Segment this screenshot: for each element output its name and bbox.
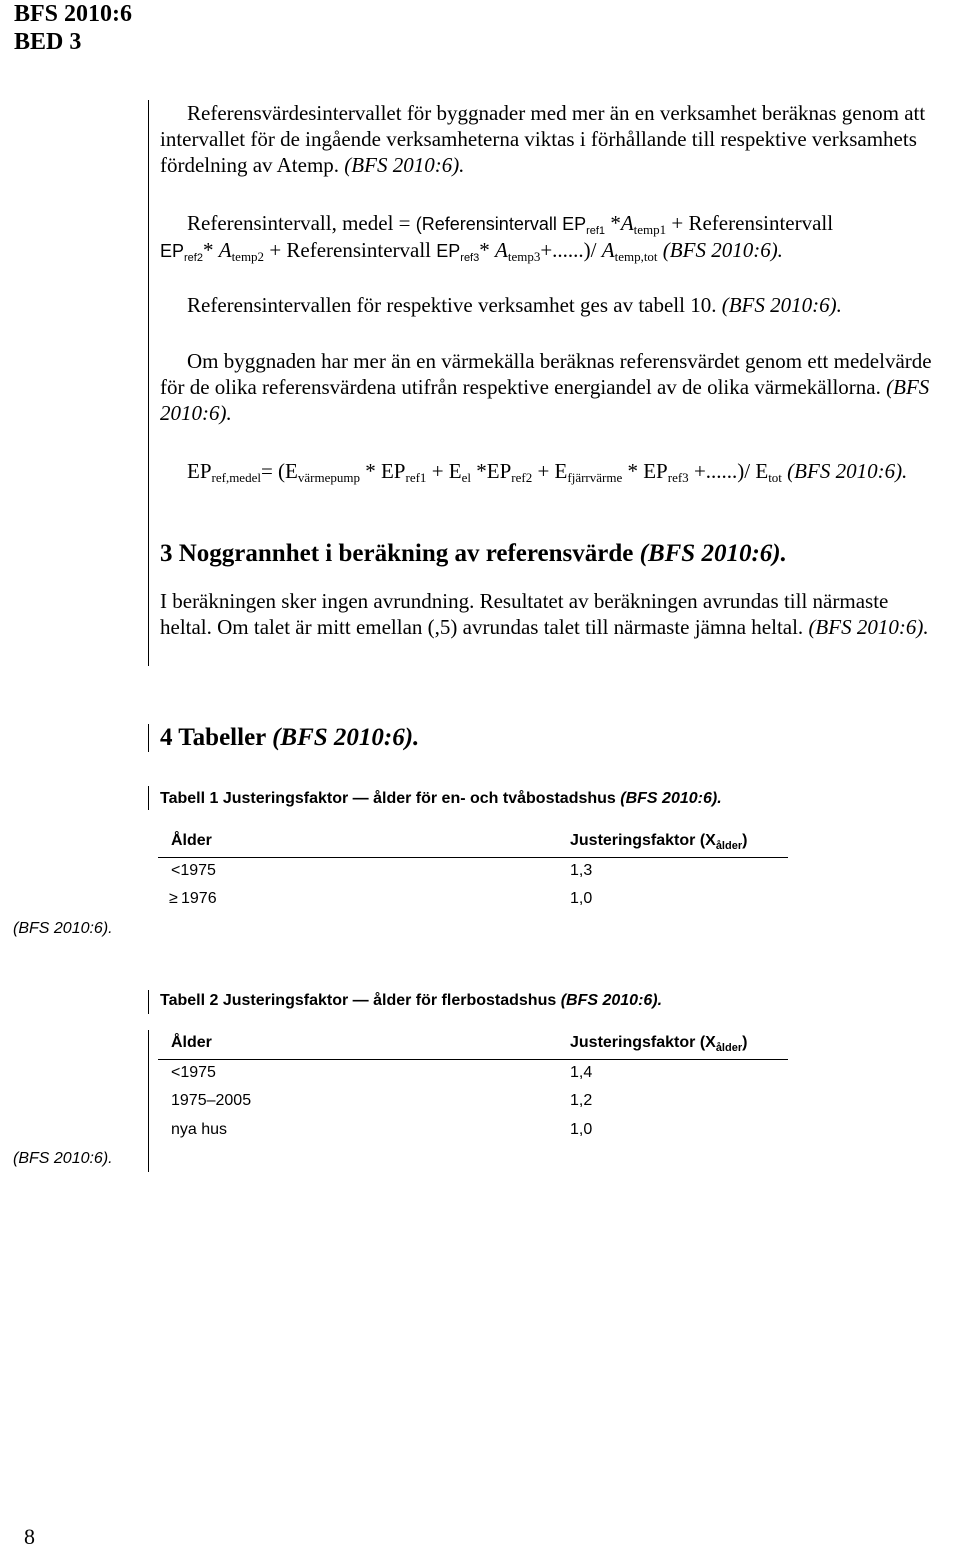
table2 [158,1030,788,1145]
reference: (BFS 2010:6). [620,790,722,807]
header-factor [570,1034,747,1052]
cell-age: <1975 [171,1063,216,1081]
formula-part: Referensintervall [286,238,432,262]
running-header-appendix: BED 3 [14,29,82,55]
formula-part: + E [532,459,568,483]
formula-part: + [264,238,287,262]
cell-value: 1,3 [570,861,593,879]
formula-subscript: el [461,470,471,485]
formula-part: * [202,238,214,262]
paragraph-heat-sources [160,348,940,426]
header-factor-subscript: ålder [715,1042,743,1054]
table2-caption [160,990,662,1012]
formula-part: A [495,238,508,262]
paragraph-text: I beräkningen sker ingen avrundning. Resultatet av beräkningen avrundas till närmaste heltal. Om talet är mitt emellan (,5) avrundas talet till närmaste jämna heltal. [160,589,889,639]
reference: (BFS 2010:6). [639,540,787,567]
table1 [158,828,788,915]
greater-equal-sign: ≥ [169,890,178,907]
reference: (BFS 2010:6). [560,992,663,1009]
header-factor-text: Justeringsfaktor (X [570,1034,716,1051]
table1-source: (BFS 2010:6). [13,920,113,937]
cell-age: 1975–2005 [171,1092,252,1109]
cell-age: nya hus [171,1120,228,1138]
change-bar [148,786,149,810]
formula-subscript: fjärrvärme [567,470,623,485]
reference: (BFS 2010:6). [160,375,930,425]
header-factor-close: ) [742,832,748,849]
header-age: Ålder [171,1034,212,1051]
formula-part: ( [415,214,422,234]
formula-subscript: ref1 [405,470,427,485]
formula-part: * [610,211,621,235]
formula-part: + [666,211,689,235]
page-number: 8 [24,1524,35,1549]
header-age: Ålder [171,832,212,849]
table-row [158,1088,788,1117]
reference: (BFS 2010:6). [662,238,783,262]
table1-caption [160,788,722,810]
formula-subscript: temp2 [231,249,265,264]
heading-text: 3 Noggrannhet i beräkning av referensvärde [160,540,634,567]
formula-part: + E [426,459,462,483]
formula-ep-medel [160,458,940,484]
formula-part: A [620,211,634,235]
change-bar [148,100,149,666]
cell-age-year: 1976 [181,890,217,907]
paragraph-table-reference [160,292,940,318]
formula-part: EP [562,214,587,234]
paragraph-rounding [160,588,940,640]
cell-value: 1,0 [570,890,593,907]
formula-subscript: ref3 [460,252,480,264]
formula-part: = (E [260,459,298,483]
table-header-row [158,1030,788,1060]
formula-label: Referensintervall, medel = [187,211,416,235]
change-bar [148,724,149,752]
section-heading-4 [160,722,419,754]
formula-part: * EP [359,459,406,483]
table2-source: (BFS 2010:6). [13,1150,113,1167]
header-factor-text: Justeringsfaktor (X [570,832,716,849]
running-header-code: BFS 2010:6 [14,1,133,27]
caption-text: Tabell 1 Justeringsfaktor — ålder för en- och tvåbostadshus [160,790,616,807]
table-row [158,858,788,887]
formula-subscript: ref2 [511,470,533,485]
reference: (BFS 2010:6). [787,459,908,483]
formula-subscript: ref,medel [211,470,261,485]
formula-part: * [479,238,490,262]
reference: (BFS 2010:6). [808,615,929,639]
reference: (BFS 2010:6). [721,293,842,317]
table-row [158,886,788,915]
reference: (BFS 2010:6). [272,724,420,751]
table-header-row [158,828,788,858]
table-row [158,1117,788,1146]
heading-text: 4 Tabeller [160,724,266,751]
cell-value: 1,0 [570,1120,593,1138]
formula-subscript: temp1 [633,222,667,237]
formula-part: +......)/ [540,238,602,262]
section-heading-3 [160,538,787,570]
formula-part: EP [187,459,212,483]
header-factor [570,832,747,850]
paragraph-text: Referensvärdesintervallet för byggnader med mer än en verksamhet beräknas genom att intervallet för de ingående verksamheterna viktas i förhållande till respektive verksamhets fördelning av Atemp. [160,101,926,177]
caption-text: Tabell 2 Justeringsfaktor — ålder för flerbostadshus [160,992,557,1009]
formula-part: *EP [471,459,512,483]
cell-value: 1,4 [570,1063,593,1081]
formula-subscript: ref3 [667,470,689,485]
formula-part: Referensintervall [688,211,834,235]
formula-subscript: tot [768,470,782,485]
reference: (BFS 2010:6). [344,153,465,177]
formula-subscript: ref2 [184,252,203,264]
formula-part: EP [436,241,461,261]
paragraph-text: Om byggnaden har mer än en värmekälla beräknas referensvärdet genom ett medelvärde för de olika referensvärdena utifrån respektive energiandel av de olika värmekällorna. [160,349,932,399]
cell-age [171,890,217,908]
cell-value: 1,2 [570,1092,593,1109]
cell-age: <1975 [171,861,216,879]
formula-subscript: temp,tot [614,249,658,264]
formula-part: * EP [622,459,668,483]
header-factor-close: ) [742,1034,748,1051]
paragraph-text: Referensintervallen för respektive verksamhet ges av tabell 10. [187,293,717,317]
formula-part: Referensintervall [421,214,557,234]
formula-subscript: ref1 [586,225,606,237]
header-factor-subscript: ålder [715,840,743,852]
table-row [158,1060,788,1089]
formula-part: A [601,238,615,262]
formula-part: EP [160,241,185,261]
formula-subscript: värmepump [297,470,360,485]
formula-part: +......)/ E [688,459,769,483]
paragraph-weighting [160,100,940,178]
formula-reference-interval [160,210,940,264]
change-bar [148,990,149,1014]
change-bar [148,1030,149,1172]
formula-part: A [218,238,232,262]
formula-subscript: temp3 [507,249,541,264]
